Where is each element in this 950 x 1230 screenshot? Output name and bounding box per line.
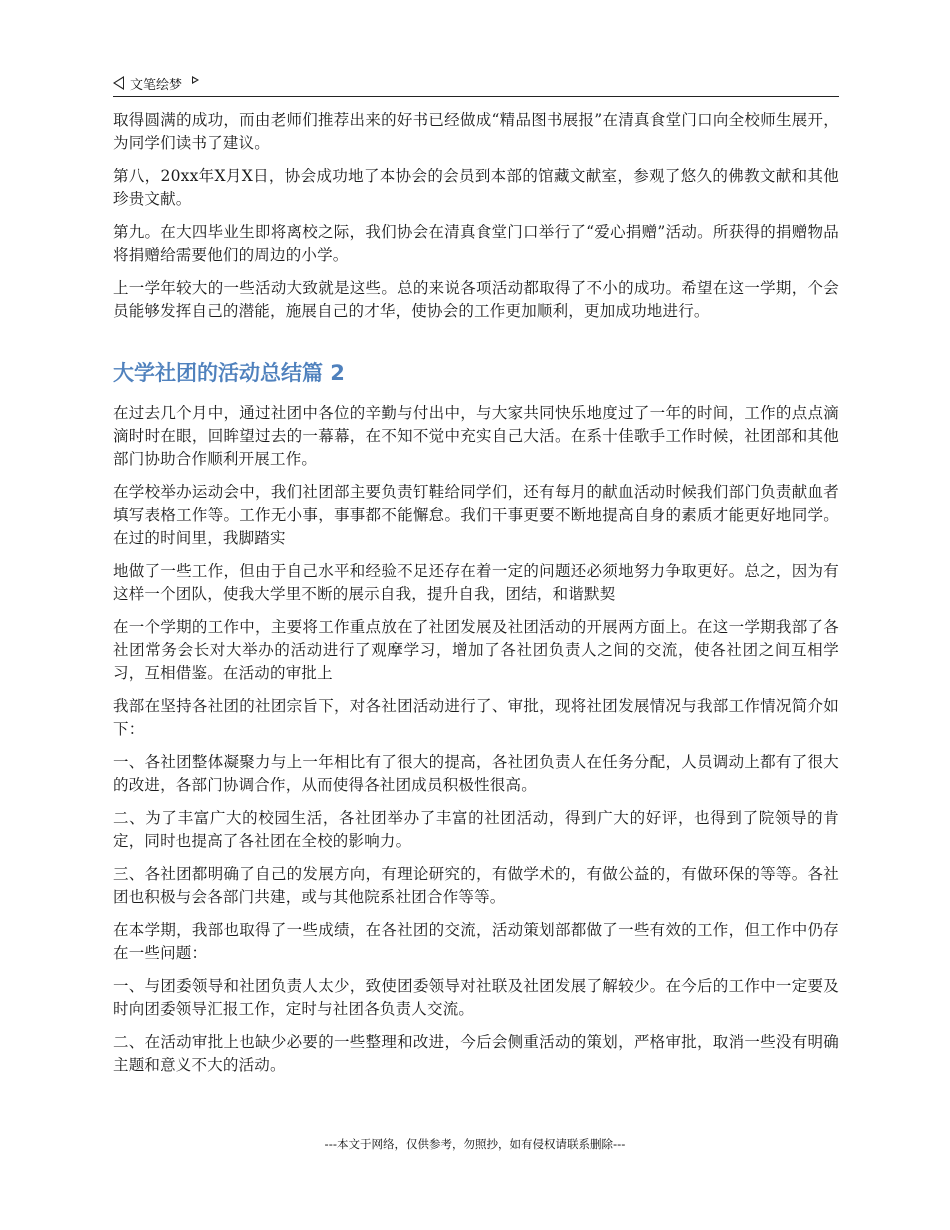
paragraph: 一、各社团整体凝聚力与上一年相比有了很大的提高，各社团负责人在任务分配，人员调动上都有了很大的改进，各部门协调合作，从而使得各社团成员积极性很高。 xyxy=(113,753,839,794)
paragraph: 二、在活动审批上也缺少必要的一些整理和改进，今后会侧重活动的策划，严格审批，取消一些没有明确主题和意义不大的活动。 xyxy=(113,1033,839,1074)
paragraph: 地做了一些工作，但由于自己水平和经验不足还存在着一定的问题还必须地努力争取更好。总之，因为有这样一个团队，使我大学里不断的展示自我，提升自我，团结，和谐默契 xyxy=(113,562,839,603)
footer-notice: ---本文于网络，仅供参考，勿照抄，如有侵权请联系删除--- xyxy=(324,1137,626,1151)
paragraph: 我部在坚持各社团的社团宗旨下，对各社团活动进行了、审批，现将社团发展情况与我部工作情况简介如下： xyxy=(113,697,839,738)
paragraph: 上一学年较大的一些活动大致就是这些。总的来说各项活动都取得了不小的成功。希望在这一学期，个会员能够发挥自己的潜能，施展自己的才华，使协会的工作更加顺利，更加成功地进行。 xyxy=(113,279,839,320)
paragraph: 在过去几个月中，通过社团中各位的辛勤与付出中，与大家共同快乐地度过了一年的时间，工作的点点滴滴时时在眼，回眸望过去的一幕幕，在不知不觉中充实自己大活。在系十佳歌手工作时候，社团部和其他部门协助合作顺利开展工作。 xyxy=(113,404,839,468)
triangle-left-icon xyxy=(113,76,124,90)
section-title: 大学社团的活动总结篇 2 xyxy=(113,361,345,385)
paragraph: 二、为了丰富广大的校园生活，各社团举办了丰富的社团活动，得到广大的好评，也得到了院领导的肯定，同时也提高了各社团在全校的影响力。 xyxy=(113,809,839,850)
paragraph: 在学校举办运动会中，我们社团部主要负责钉鞋给同学们，还有每月的献血活动时候我们部门负责献血者填写表格工作等。工作无小事，事事都不能懈怠。我们干事更要不断地提高自身的素质才能更好地同学。在过的时间里，我脚踏实 xyxy=(113,483,839,547)
document-body xyxy=(113,109,839,1087)
paragraph: 第八，20xx年X月X日，协会成功地了本协会的会员到本部的馆藏文献室，参观了悠久的佛教文献和其他珍贵文献。 xyxy=(113,167,839,208)
page-header xyxy=(113,70,839,97)
paragraph: 第九。在大四毕业生即将离校之际，我们协会在清真食堂门口举行了“爱心捐赠”活动。所获得的捐赠物品将捐赠给需要他们的周边的小学。 xyxy=(113,223,839,264)
paragraph: 在一个学期的工作中，主要将工作重点放在了社团发展及社团活动的开展两方面上。在这一学期我部了各社团常务会长对大举办的活动进行了观摩学习，增加了各社团负责人之间的交流，使各社团之间互相学习，互相借鉴。在活动的审批上 xyxy=(113,618,839,682)
paragraph: 取得圆满的成功，而由老师们推荐出来的好书已经做成“精品图书展报”在清真食堂门口向全校师生展开，为同学们读书了建议。 xyxy=(113,111,839,152)
header-brand: 文笔绘梦 xyxy=(130,77,183,93)
paragraph: 一、与团委领导和社团负责人太少，致使团委领导对社联及社团发展了解较少。在今后的工作中一定要及时向团委领导汇报工作，定时与社团各负责人交流。 xyxy=(113,977,839,1018)
paragraph: 三、各社团都明确了自己的发展方向，有理论研究的，有做学术的，有做公益的，有做环保的等等。各社团也积极与会各部门共建，或与其他院系社团合作等等。 xyxy=(113,865,839,906)
triangle-right-icon xyxy=(192,76,199,84)
paragraph: 在本学期，我部也取得了一些成绩，在各社团的交流，活动策划部都做了一些有效的工作，但工作中仍存在一些问题： xyxy=(113,921,839,962)
